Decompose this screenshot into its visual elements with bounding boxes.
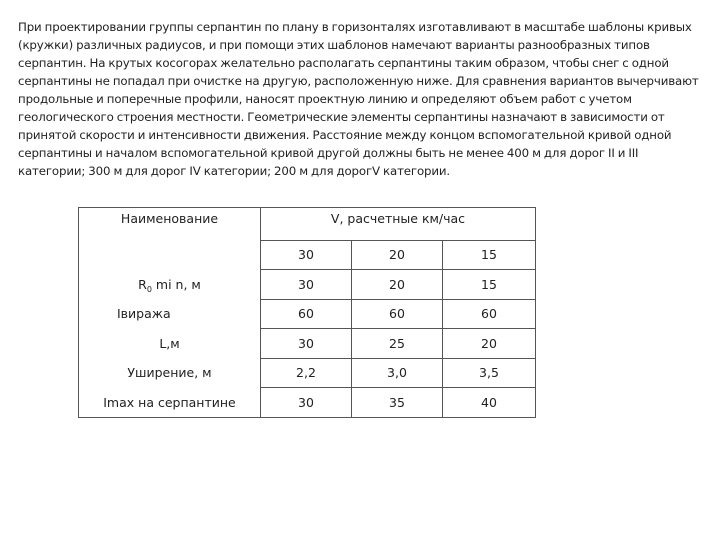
table-cell: 2,2	[261, 358, 352, 388]
speed-cell: 20	[352, 240, 443, 270]
table-cell: 60	[261, 299, 352, 329]
table-row	[79, 270, 536, 300]
radius-label-rest: mi n, м	[151, 276, 201, 292]
table-cell: 15	[443, 270, 536, 300]
table-cell: 30	[261, 329, 352, 359]
table-cell: 25	[352, 329, 443, 359]
body-paragraph	[18, 18, 708, 180]
speed-values-row	[79, 240, 536, 270]
speed-cell: 30	[261, 240, 352, 270]
row-label-max-grade: Imax на серпантине	[79, 388, 261, 418]
table-row	[79, 329, 536, 359]
serpentine-parameters-table	[78, 207, 536, 418]
paragraph-line: геологического строения местности. Геометрические элементы серпантины назначают в зависимости от	[18, 110, 665, 124]
table-cell: 60	[352, 299, 443, 329]
paragraph-line: серпантин. На крутых косогорах желательно располагать серпантины таким образом, чтобы снег с одной	[18, 56, 669, 70]
table-cell: 20	[352, 270, 443, 300]
paragraph-line: принятой скорости и интенсивности движения. Расстояние между концом вспомогательной кривой одной	[18, 128, 672, 142]
table-cell: 60	[443, 299, 536, 329]
paragraph-line: серпантины и началом вспомогательной кривой другой должны быть не менее 400 м для дорог II и III	[18, 146, 639, 160]
speed-cell: 15	[443, 240, 536, 270]
radius-symbol: R	[138, 276, 147, 292]
paragraph-line: (кружки) различных радиусов, и при помощи этих шаблонов намечают варианты разнообразных типов	[18, 38, 650, 52]
table-cell: 30	[261, 388, 352, 418]
row-label-widening: Уширение, м	[79, 358, 261, 388]
paragraph-line: продольные и поперечные профили, наносят проектную линию и определяют объем работ с учетом	[18, 92, 632, 106]
paragraph-line: При проектировании группы серпантин по плану в горизонталях изготавливают в масштабе шаблоны кривых	[18, 20, 692, 34]
table-cell: 35	[352, 388, 443, 418]
row-label-superelevation: Iвиража	[79, 299, 261, 329]
table-row	[79, 358, 536, 388]
table-row	[79, 299, 536, 329]
table-cell: 3,5	[443, 358, 536, 388]
empty-name-cell	[79, 240, 261, 270]
table-header-row	[79, 208, 536, 241]
row-label-radius	[79, 270, 261, 300]
table-cell: 30	[261, 270, 352, 300]
table-cell: 3,0	[352, 358, 443, 388]
table-cell: 20	[443, 329, 536, 359]
table-row	[79, 388, 536, 418]
radius-subscript: 0	[146, 284, 152, 294]
paragraph-line: серпантины не попадал при очистке на другую, расположенную ниже. Для сравнения вариантов вычерчивают	[18, 74, 699, 88]
column-header-speed: V, расчетные км/час	[261, 208, 536, 241]
table-cell: 40	[443, 388, 536, 418]
paragraph-line: категории; 300 м для дорог IV категории; 200 м для дорогV категории.	[18, 164, 451, 178]
column-header-name: Наименование	[79, 208, 261, 241]
row-label-length: L,м	[79, 329, 261, 359]
